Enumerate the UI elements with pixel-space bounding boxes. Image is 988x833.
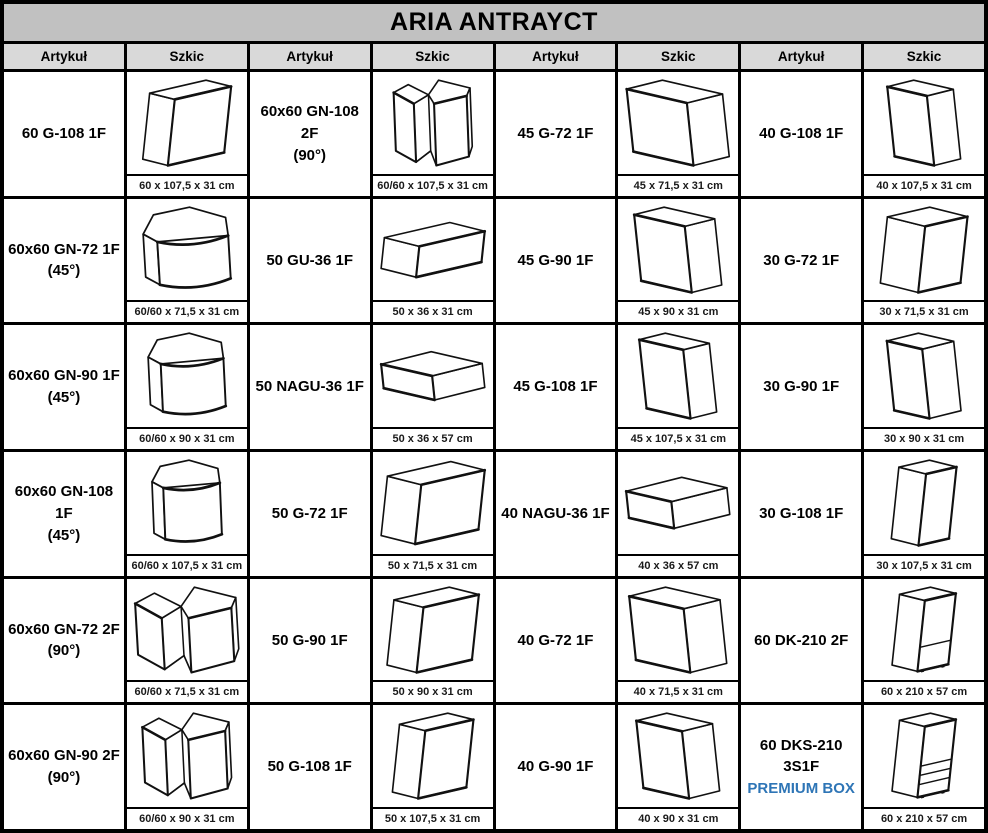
column-header-artykul: Artykuł: [4, 44, 124, 69]
cabinet-sketch: [373, 579, 493, 681]
article-cell: [4, 199, 124, 323]
sketch-cell: [373, 72, 493, 196]
sketch-cell: [373, 199, 493, 323]
article-cell: [4, 72, 124, 196]
article-code: 30 G-108 1F: [759, 504, 844, 522]
dimension-label: 40 x 107,5 x 31 cm: [864, 174, 984, 196]
sketch-cell: [127, 325, 247, 449]
dimension-label: 60/60 x 90 x 31 cm: [127, 427, 247, 449]
cabinet-sketch: [373, 705, 493, 807]
corner-cabinet-sketch: [127, 325, 247, 427]
sketch-cell: [618, 72, 738, 196]
page-title: ARIA ANTRAYCT: [4, 4, 984, 41]
dimension-label: 45 x 71,5 x 31 cm: [618, 174, 738, 196]
corner-cabinet-sketch: [127, 452, 247, 554]
article-cell: [250, 199, 370, 323]
dimension-label: 45 x 107,5 x 31 cm: [618, 427, 738, 449]
cabinet-sketch: [864, 452, 984, 554]
article-code: 45 G-108 1F: [513, 378, 598, 396]
sketch-cell: [864, 452, 984, 576]
article-cell: [741, 199, 861, 323]
cabinet-sketch: [864, 72, 984, 174]
article-note: (45°): [47, 262, 81, 280]
sketch-cell: [864, 325, 984, 449]
article-code: 60 DKS-210 3S1F: [759, 736, 843, 776]
article-cell: [496, 579, 616, 703]
dimension-label: 60/60 x 107,5 x 31 cm: [127, 554, 247, 576]
sketch-cell: [127, 579, 247, 703]
article-note: (45°): [47, 389, 81, 407]
column-header-artykul: Artykuł: [496, 44, 616, 69]
article-code: 50 G-108 1F: [267, 758, 352, 776]
dimension-label: 50 x 36 x 57 cm: [373, 427, 493, 449]
article-code: 40 G-72 1F: [517, 631, 594, 649]
article-cell: [250, 705, 370, 829]
cabinet-sketch: [618, 199, 738, 301]
dimension-label: 50 x 107,5 x 31 cm: [373, 807, 493, 829]
article-cell: [496, 452, 616, 576]
article-cell: [250, 72, 370, 196]
corner-cabinet-sketch: [127, 579, 247, 681]
dimension-label: 30 x 71,5 x 31 cm: [864, 300, 984, 322]
article-note: (90°): [293, 146, 327, 164]
cabinet-sketch: [618, 72, 738, 174]
sketch-cell: [127, 199, 247, 323]
article-cell: [250, 452, 370, 576]
article-cell: [741, 72, 861, 196]
article-code: 50 NAGU-36 1F: [255, 378, 364, 396]
article-note: (90°): [47, 769, 81, 787]
cabinet-sketch: [618, 325, 738, 427]
article-code: 50 GU-36 1F: [266, 251, 354, 269]
dimension-label: 40 x 36 x 57 cm: [618, 554, 738, 576]
article-code: 40 G-90 1F: [517, 758, 594, 776]
dimension-label: 45 x 90 x 31 cm: [618, 300, 738, 322]
cabinet-sketch: [127, 72, 247, 174]
article-cell: [4, 452, 124, 576]
dimension-label: 60/60 x 107,5 x 31 cm: [373, 174, 493, 196]
sketch-cell: [618, 452, 738, 576]
column-header-szkic: Szkic: [864, 44, 984, 69]
dimension-label: 60 x 107,5 x 31 cm: [127, 174, 247, 196]
article-note: PREMIUM BOX: [747, 780, 855, 798]
dimension-label: 40 x 71,5 x 31 cm: [618, 680, 738, 702]
sketch-cell: [618, 705, 738, 829]
corner-cabinet-sketch: [373, 72, 493, 174]
article-note: (45°): [47, 526, 81, 544]
column-header-artykul: Artykuł: [741, 44, 861, 69]
sketch-cell: [373, 579, 493, 703]
column-header-szkic: Szkic: [373, 44, 493, 69]
sketch-cell: [127, 705, 247, 829]
article-cell: [741, 579, 861, 703]
article-cell: [4, 705, 124, 829]
article-code: 50 G-72 1F: [271, 504, 348, 522]
sketch-cell: [618, 199, 738, 323]
sketch-cell: [618, 579, 738, 703]
article-cell: [741, 325, 861, 449]
article-code: 60x60 GN-72 2F: [8, 620, 120, 638]
article-cell: [741, 452, 861, 576]
article-code: 60x60 GN-90 2F: [8, 747, 120, 765]
article-code: 60x60 GN-108 2F: [260, 103, 359, 142]
article-cell: [4, 325, 124, 449]
article-code: 30 G-72 1F: [763, 251, 840, 269]
article-code: 60 G-108 1F: [21, 124, 107, 142]
dimension-label: 60/60 x 90 x 31 cm: [127, 807, 247, 829]
cabinet-sketch: [373, 325, 493, 427]
dimension-label: 30 x 90 x 31 cm: [864, 427, 984, 449]
sketch-cell: [618, 325, 738, 449]
cabinet-sketch: [373, 199, 493, 301]
article-cell: [496, 199, 616, 323]
article-code: 40 NAGU-36 1F: [501, 504, 610, 522]
tall-cabinet-drawers-sketch: [864, 705, 984, 807]
sketch-cell: [127, 452, 247, 576]
article-code: 60x60 GN-90 1F: [8, 367, 120, 385]
article-cell: [4, 579, 124, 703]
cabinet-sketch: [373, 452, 493, 554]
sketch-cell: [864, 72, 984, 196]
corner-cabinet-sketch: [127, 199, 247, 301]
cabinet-sketch: [618, 579, 738, 681]
tall-cabinet-sketch: [864, 579, 984, 681]
dimension-label: 60/60 x 71,5 x 31 cm: [127, 300, 247, 322]
article-code: 60 DK-210 2F: [754, 631, 849, 649]
sketch-cell: [373, 452, 493, 576]
article-cell: [741, 705, 861, 829]
article-cell: [496, 72, 616, 196]
sketch-cell: [373, 325, 493, 449]
sketch-cell: [373, 705, 493, 829]
cabinet-sketch: [618, 705, 738, 807]
dimension-label: 60 x 210 x 57 cm: [864, 680, 984, 702]
dimension-label: 50 x 36 x 31 cm: [373, 300, 493, 322]
dimension-label: 40 x 90 x 31 cm: [618, 807, 738, 829]
article-cell: [496, 325, 616, 449]
cabinet-sketch: [864, 325, 984, 427]
article-cell: [496, 705, 616, 829]
dimension-label: 30 x 107,5 x 31 cm: [864, 554, 984, 576]
corner-cabinet-sketch: [127, 705, 247, 807]
sketch-cell: [127, 72, 247, 196]
sketch-cell: [864, 705, 984, 829]
article-code: 60x60 GN-72 1F: [8, 240, 120, 258]
column-header-artykul: Artykuł: [250, 44, 370, 69]
sketch-cell: [864, 579, 984, 703]
cabinet-sketch: [618, 452, 738, 554]
column-header-szkic: Szkic: [618, 44, 738, 69]
article-cell: [250, 579, 370, 703]
column-header-szkic: Szkic: [127, 44, 247, 69]
dimension-label: 60 x 210 x 57 cm: [864, 807, 984, 829]
dimension-label: 50 x 71,5 x 31 cm: [373, 554, 493, 576]
article-code: 40 G-108 1F: [759, 124, 844, 142]
dimension-label: 50 x 90 x 31 cm: [373, 680, 493, 702]
article-code: 60x60 GN-108 1F: [14, 483, 114, 522]
article-code: 50 G-90 1F: [271, 631, 348, 649]
article-cell: [250, 325, 370, 449]
article-code: 45 G-72 1F: [517, 124, 594, 142]
article-note: (90°): [47, 642, 81, 660]
dimension-label: 60/60 x 71,5 x 31 cm: [127, 680, 247, 702]
article-code: 45 G-90 1F: [517, 251, 594, 269]
sketch-cell: [864, 199, 984, 323]
article-code: 30 G-90 1F: [763, 378, 840, 396]
cabinet-sketch: [864, 199, 984, 301]
